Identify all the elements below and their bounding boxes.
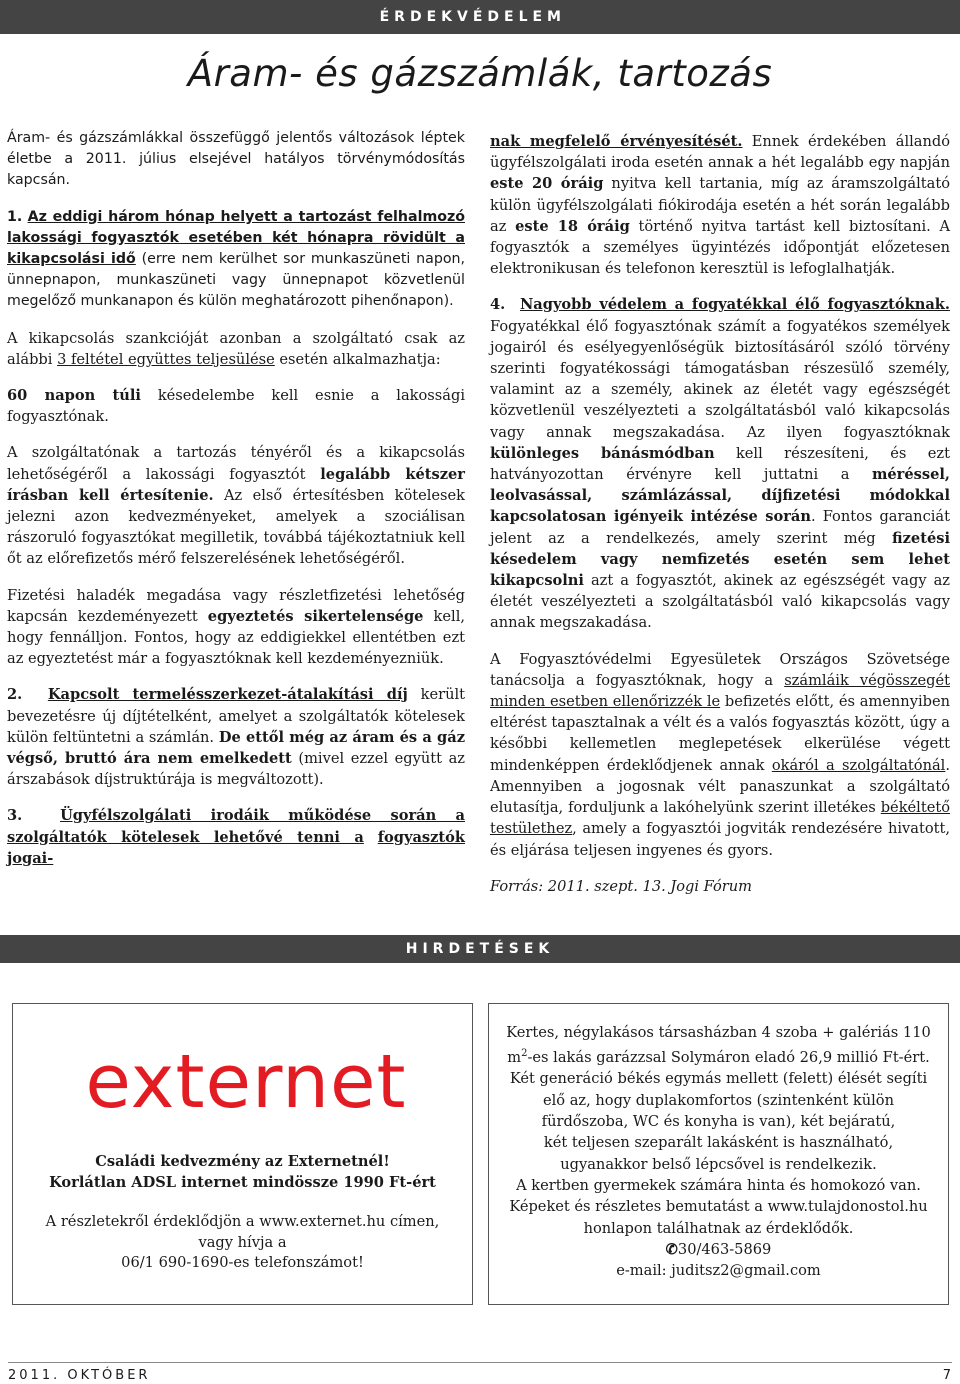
externet-logo: externet (85, 1039, 407, 1125)
point-1-rest: (erre nem kerülhet sor munkaszüneti napon, ünnepnapon, munkaszüneti vagy ünnepnapot közvetlenül megelőző munkanapon és külön meghatározott pihenőnapon). (7, 251, 466, 310)
advice-paragraph: A Fogyasztóvédelmi Egyesületek Országos Szövetsége tanácsolja a fogyasztóknak, hogy a számláik végösszegét minden esetben ellenőrizzék le befizetés előtt, és amennyiben eltérést tapasztalnak a vélt és a valós fogyasztás között, úgy a későbbi kellemetlen meglepetések elkerülése végett mindenképpen érdeklődjenek annak okáról a szolgáltatónál. Amennyiben a jogosnak vélt panaszunkat a szolgáltató elutasítja, forduljunk a lakóhelyünk szerint illetékes békéltető testülethez, amely a fogyasztói jogviták rendezésére hivatott, és eljárása teljesen ingyenes és gyors. (490, 650, 950, 859)
email-line: e-mail: juditsz2@gmail.com (616, 1262, 821, 1280)
point-3: 3. Ügyfélszolgálati irodáik működése során a szolgáltatók kötelesek lehetővé tenni a fogyasztók jogai- (7, 807, 466, 867)
phone-icon: ✆ (665, 1240, 678, 1258)
externet-ad-headline: Családi kedvezmény az Externetnél! Korlátlan ADSL internet mindössze 1990 Ft-ért (49, 1153, 436, 1191)
condition-3: Fizetési haladék megadása vagy részletfizetési lehetőség kapcsán kezdeményezett egyeztetés sikertelensége kell, hogy fennálljon. Fontos, hogy az eddigiekkel ellentétben ezt az egyeztetést már a fogyasztóknak kell kezdeményezniük. (7, 586, 465, 668)
intro-paragraph: Áram- és gázszámlákkal összefüggő jelentős változások léptek életbe a 2011. július elsejével hatályos törvénymódosítás kapcsán. (7, 130, 465, 189)
conditions-intro: A kikapcsolás szankcióját azonban a szolgáltató csak az alábbi 3 feltétel együttes teljesülése esetén alkalmazhatja: (7, 329, 465, 368)
page-title: Áram- és gázszámlák, tartozás (187, 52, 773, 95)
condition-2: A szolgáltatónak a tartozás tényéről és a kikapcsolás lehetőségéről a lakossági fogyasztót legalább kétszer írásban kell értesítenie. Az első értesítésben kötelesek jelezni azon kedvezményeket, amelyek a szociálisan rászoruló fogyasztókat megilletik, továbbá tájékoztatniuk kell őt az előrefizetős mérő felszerelésének lehetőségéről. (7, 444, 465, 568)
footer-date: 2011. OKTÓBER (8, 1368, 151, 1383)
house-ad-body: Kertes, négylakásos társasházban 4 szoba + galériás 110 $m^2-es$ lakás garázzsal Solymáron eladó 26,9 millió Ft-ért. Két generáció békés egymás mellett (felett) élését segíti elő az, hogy duplakomfortos (szintenként külön fürdőszoba, WC és konyha is van), két bejáratú, két teljesen szeparált lakásként is használható, ugyanakkor belső lépcsővel is rendelkezik. A kertben gyermekek számára hinta és homokozó van. Képeket és részletes bemutatást a www.tulajdonostol.hu honlapon találhatnak az érdeklődők. ✆30/463-5869 e-mail: juditsz2@gmail.com (489, 1022, 948, 1281)
point-3-continued: nak megfelelő érvényesítését. Ennek érdekében állandó ügyfélszolgálati iroda esetén annak a hét legalább egy napján este 20 óráig nyitva kell tartania, míg az áramszolgáltató külön ügyfélszolgálati fiókirodája esetén a hét során legalább az este 18 óráig történő nyitva tartást kell biztosítani. A fogyasztók a személyes ügyintézés időpontját előzetesen elektronikusan és telefonon keresztül is lefoglalhatják. (490, 133, 951, 278)
point-4: 4. Nagyobb védelem a fogyatékkal élő fogyasztóknak. Fogyatékkal élő fogyasztónak számít a fogyatékos személyek jogairól és esélyegyenlőségük biztosításáról szóló törvény szerinti fogyatékossági támogatásban részesülő személy, valamint az a személy, akinek az életét vagy egészségét közvetlenül veszélyezteti a szolgáltatásból való kikapcsolás vagy annak megszakadása. Az ilyen fogyasztóknak különleges bánásmódban kell részesíteni, és ezt hatványozottan érvényre kell juttatni a méréssel, leolvasással, számlázással, díjfizetési módokkal kapcsolatosan igényeik intézése során. Fontos garanciát jelent az a rendelkezés, amely szerint még fizetési késedelem vagy nemfizetés esetén sem lehet kikapcsolni azt a fogyasztót, akinek az egészségét vagy az életét veszélyezteti a szolgáltatásból való kikapcsolás vagy annak megszakadása. (490, 296, 950, 632)
house-ad (488, 1003, 949, 1305)
condition-1: 60 napon túli késedelembe kell esnie a lakossági fogyasztónak. (7, 387, 465, 426)
footer-divider (8, 1362, 952, 1363)
conditions-underlined: 3 feltétel együttes teljesülése (57, 350, 275, 368)
section-band (0, 0, 960, 34)
left-column (7, 128, 465, 884)
point-2: 2. Kapcsolt termelésszerkezet-átalakítási díj került bevezetésre új díjtételként, amelyet a szolgáltatók kötelesek külön feltüntetni a számlán. De ettől még az áram és a gáz végső, bruttó ára nem emelkedett (mivel ezzel együtt az árszabások díjstruktúrája is megváltozott). (7, 686, 465, 789)
point-1-bold: Az eddigi három hónap helyett a tartozást felhalmozó lakossági fogyasztók esetében két hónapra rövidült a kikapcsolási idő (7, 208, 465, 268)
ads-band (0, 935, 960, 963)
source-line: Forrás: 2011. szept. 13. Jogi Fórum (490, 877, 752, 895)
point-1 (7, 207, 465, 313)
externet-ad (12, 1003, 473, 1305)
ads-band-label: HIRDETÉSEK (405, 941, 555, 957)
page-number: 7 (942, 1368, 951, 1383)
externet-ad-body: A részletekről érdeklődjön a www.externet.hu címen, vagy hívja a 06/1 690-1690-es telefonszámot! (45, 1213, 440, 1271)
section-label: ÉRDEKVÉDELEM (379, 9, 566, 25)
phone-line: ✆30/463-5869 (489, 1239, 948, 1260)
point-1-number: 1. (7, 208, 23, 225)
right-column (490, 131, 950, 912)
